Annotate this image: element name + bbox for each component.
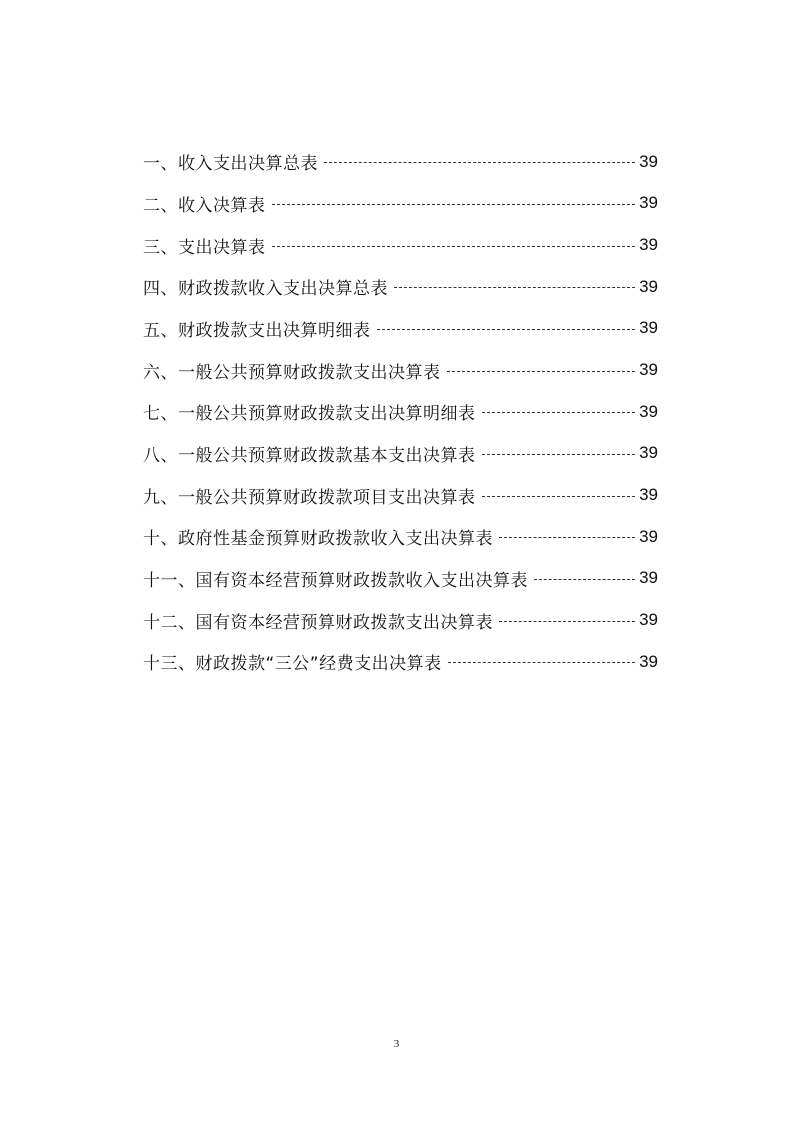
toc-entry-title: 七、一般公共预算财政拨款支出决算明细表: [143, 404, 476, 425]
toc-entry-title: 三、支出决算表: [143, 237, 266, 258]
toc-entry-page: 39: [639, 568, 658, 588]
toc-entry-page: 39: [639, 318, 658, 338]
toc-dot-leader: [272, 204, 636, 205]
toc-entry-title: 一、收入支出决算总表: [143, 154, 318, 175]
toc-entry-4[interactable]: [143, 266, 658, 308]
toc-entry-page: 39: [639, 401, 658, 421]
toc-dot-leader: [499, 621, 635, 622]
toc-entry-9[interactable]: [143, 474, 658, 516]
toc-entry-title: 十、政府性基金预算财政拨款收入支出决算表: [143, 529, 493, 550]
toc-dot-leader: [448, 662, 635, 663]
toc-entry-page: 39: [639, 276, 658, 296]
toc-entry-title: 五、财政拨款支出决算明细表: [143, 320, 371, 341]
toc-dot-leader: [482, 496, 636, 497]
toc-entry-5[interactable]: [143, 308, 658, 350]
toc-entry-title: 四、财政拨款收入支出决算总表: [143, 279, 388, 300]
toc-dot-leader: [534, 579, 635, 580]
toc-entry-title: 六、一般公共预算财政拨款支出决算表: [143, 362, 441, 383]
toc-dot-leader: [447, 371, 636, 372]
toc-entry-12[interactable]: [143, 599, 658, 641]
toc-entry-page: 39: [639, 485, 658, 505]
toc-dot-leader: [324, 162, 635, 163]
toc-entry-page: 39: [639, 360, 658, 380]
page-number: 3: [393, 1038, 400, 1050]
toc-entry-page: 39: [639, 193, 658, 213]
toc-dot-leader: [377, 329, 636, 330]
toc-entry-11[interactable]: [143, 558, 658, 600]
toc-entry-10[interactable]: [143, 516, 658, 558]
toc-entry-page: 39: [639, 151, 658, 171]
toc-dot-leader: [482, 454, 636, 455]
toc-entry-page: 39: [639, 235, 658, 255]
toc-entry-1[interactable]: [143, 141, 658, 183]
toc-dot-leader: [499, 537, 635, 538]
toc-entry-title: 十三、财政拨款“三公”经费支出决算表: [143, 654, 442, 675]
toc-dot-leader: [482, 412, 636, 413]
toc-entry-page: 39: [639, 526, 658, 546]
toc-dot-leader: [394, 287, 635, 288]
toc-entry-title: 八、一般公共预算财政拨款基本支出决算表: [143, 445, 476, 466]
toc-entry-title: 九、一般公共预算财政拨款项目支出决算表: [143, 487, 476, 508]
toc-entry-7[interactable]: [143, 391, 658, 433]
toc-entry-title: 十一、国有资本经营预算财政拨款收入支出决算表: [143, 570, 528, 591]
toc-entry-13[interactable]: [143, 641, 658, 683]
toc-entry-6[interactable]: [143, 349, 658, 391]
toc-dot-leader: [272, 246, 636, 247]
toc-entry-title: 二、收入决算表: [143, 195, 266, 216]
toc-entry-3[interactable]: [143, 224, 658, 266]
table-of-contents: [143, 141, 658, 683]
toc-entry-page: 39: [639, 443, 658, 463]
toc-entry-2[interactable]: [143, 183, 658, 225]
toc-entry-page: 39: [639, 610, 658, 630]
toc-entry-title: 十二、国有资本经营预算财政拨款支出决算表: [143, 612, 493, 633]
toc-entry-8[interactable]: [143, 433, 658, 475]
toc-entry-page: 39: [639, 651, 658, 671]
